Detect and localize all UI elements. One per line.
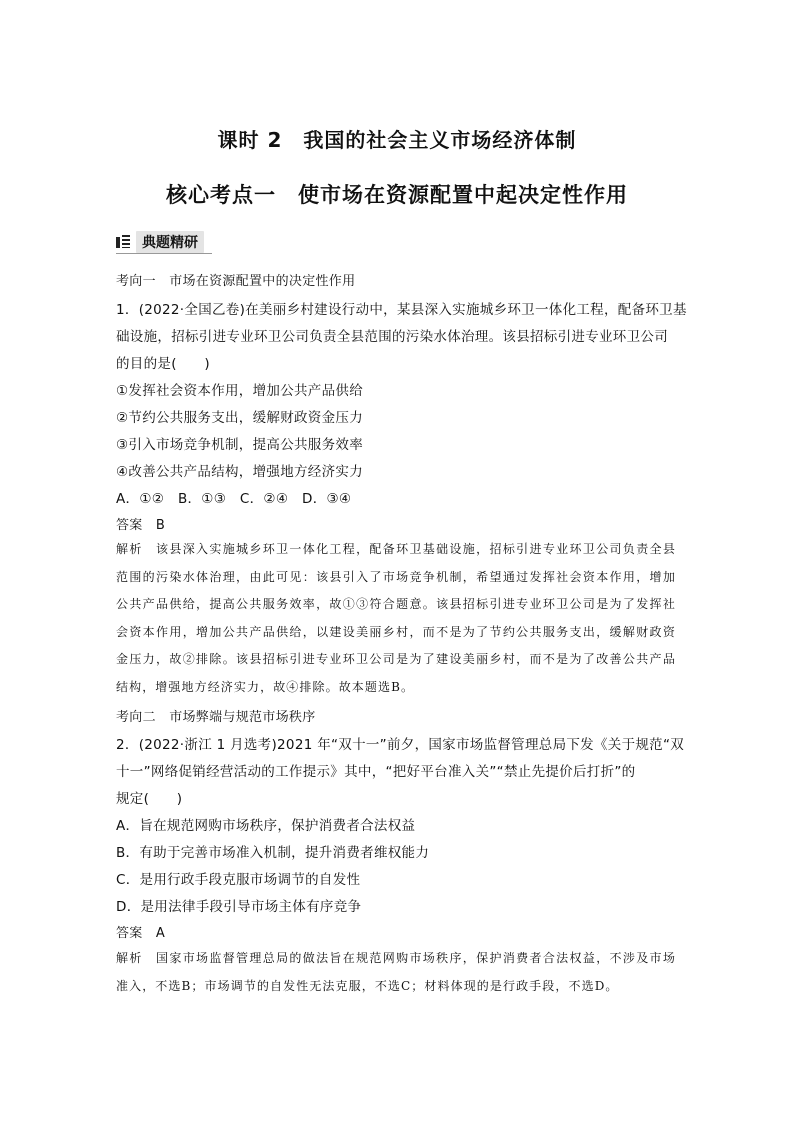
page-title: 课时 2 我国的社会主义市场经济体制: [217, 128, 577, 152]
question-1-option-1: ①发挥社会资本作用，增加公共产品供给: [116, 383, 364, 399]
question-2-line-3: 规定( ): [116, 791, 183, 807]
question-2-explanation: 解析 国家市场监督管理总局的做法旨在规范网购市场秩序，保护消费者合法权益，不涉及市场准入，不选B；市场调节的自发性无法克服，不选C；材料体现的是行政手段，不选D。: [116, 951, 676, 993]
question-2-option-b: B．有助于完善市场准入机制，提升消费者维权能力: [116, 845, 430, 861]
aspect-heading-2: 考向二 市场弊端与规范市场秩序: [116, 710, 316, 725]
question-2-line-2: 十一”网络促销经营活动的工作提示》其中，“把好平台准入关”“禁止先提价后打折”的: [116, 764, 636, 780]
section-tag: [116, 231, 204, 253]
question-1-option-4: ④改善公共产品结构，增强地方经济实力: [116, 464, 364, 480]
question-1-choices: A．①② B．①③ C．②④ D．③④: [116, 491, 352, 507]
question-1-explanation: 解析 该县深入实施城乡环卫一体化工程，配备环卫基础设施，招标引进专业环卫公司负责全县范围的污染水体治理，由此可见：该县引入了市场竞争机制，希望通过发挥社会资本作用，增加公共产品供给，提高公共服务效率，故①③符合题意。该县招标引进专业环卫公司是为了发挥社会资本作用，增加公共产品供给，以建设美丽乡村，而不是为了节约公共服务支出，缓解财政资金压力，故②排除。该县招标引进专业环卫公司是为了建设美丽乡村，而不是为了改善公共产品结构，增强地方经济实力，故④排除。故本题选B。: [116, 542, 676, 694]
question-1-line-3: 的目的是( ): [116, 356, 210, 372]
question-2-option-d: D．是用法律手段引导市场主体有序竞争: [116, 899, 362, 915]
section-title: 核心考点一 使市场在资源配置中起决定性作用: [166, 183, 628, 207]
question-2-option-a: A．旨在规范网购市场秩序，保护消费者合法权益: [116, 818, 416, 834]
question-1-line-1: 1．(2022·全国乙卷)在美丽乡村建设行动中，某县深入实施城乡环卫一体化工程，配备环卫基: [116, 302, 687, 318]
aspect-heading-1: 考向一 市场在资源配置中的决定性作用: [116, 274, 356, 289]
question-1-option-3: ③引入市场竞争机制，提高公共服务效率: [116, 437, 364, 453]
divider: [116, 253, 212, 254]
question-2-option-c: C．是用行政手段克服市场调节的自发性: [116, 872, 361, 888]
section-tag-label: 典题精研: [136, 231, 204, 253]
question-2-answer: 答案 A: [116, 926, 166, 941]
question-2-line-1: 2．(2022·浙江 1 月选考)2021 年“双十一”前夕，国家市场监督管理总局下发《关于规范“双: [116, 737, 685, 753]
question-1-answer: 答案 B: [116, 518, 166, 533]
question-1-line-2: 础设施，招标引进专业环卫公司负责全县范围的污染水体治理。该县招标引进专业环卫公司: [116, 329, 668, 345]
question-1-option-2: ②节约公共服务支出，缓解财政资金压力: [116, 410, 364, 426]
bars-icon: [116, 235, 130, 249]
